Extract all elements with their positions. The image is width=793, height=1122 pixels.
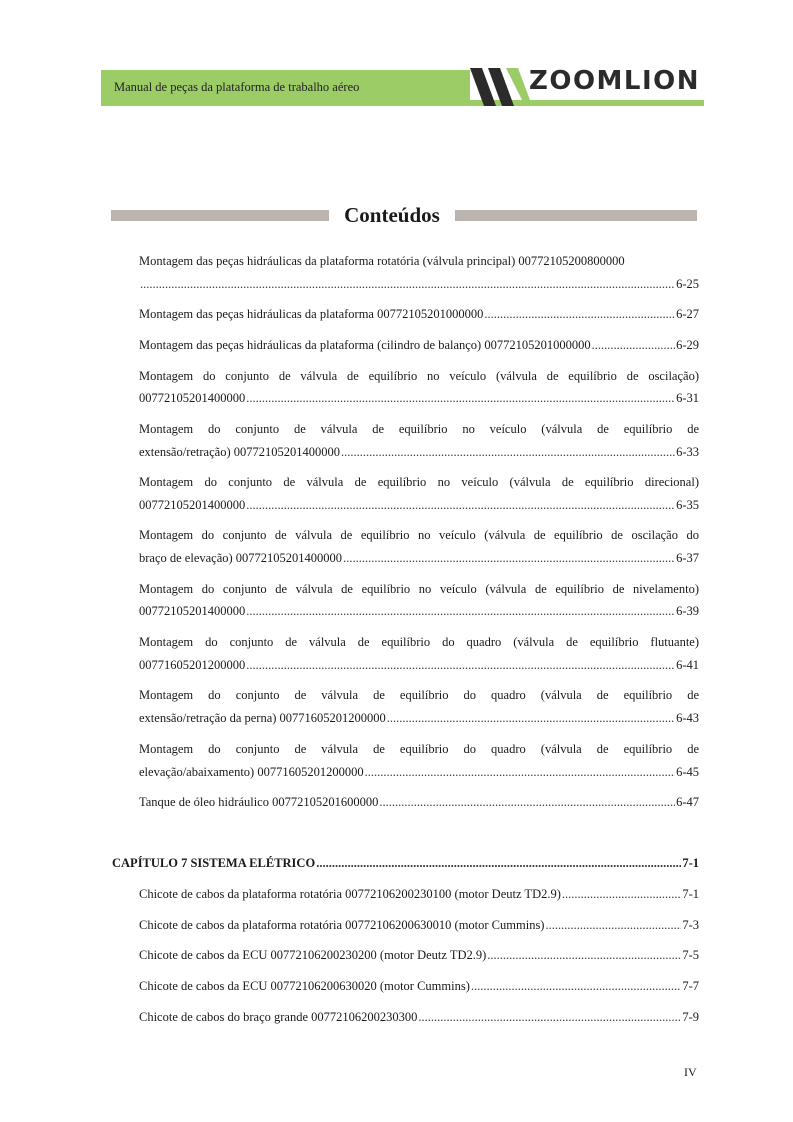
toc-entry-text: extensão/retração da perna) 00771605201200000: [139, 711, 386, 725]
toc-page-number: 6-41: [676, 658, 699, 672]
toc-page-number: 7-1: [682, 856, 699, 870]
title-rule-left: [111, 210, 329, 221]
toc-entry-line2[interactable]: [139, 391, 699, 406]
toc-page-number: 6-27: [676, 307, 699, 321]
toc-entry-line2[interactable]: [139, 711, 699, 726]
dot-leader: [487, 948, 681, 963]
toc-entry-text: Tanque de óleo hidráulico 00772105201600000: [139, 795, 379, 809]
toc-entry[interactable]: [139, 887, 699, 902]
toc-entry-text: extensão/retração) 00772105201400000: [139, 445, 340, 459]
dot-leader: [471, 979, 681, 994]
dot-leader: [365, 765, 675, 780]
toc-entry-text: Montagem das peças hidráulicas da plataforma rotatória (válvula principal) 00772105200800000: [139, 254, 625, 268]
dot-leader: [592, 338, 675, 353]
toc-page-number: 7-1: [682, 887, 699, 901]
zoomlion-logo-mark: [470, 68, 532, 108]
dot-leader: [562, 887, 681, 902]
dot-leader: [246, 604, 675, 619]
toc-entry[interactable]: [139, 948, 699, 963]
toc-entry-text: 00771605201200000: [139, 658, 246, 672]
toc-page-number: 6-33: [676, 445, 699, 459]
toc-page-number: 6-47: [676, 795, 699, 809]
toc-entry-line1[interactable]: Montagem do conjunto de válvula de equilíbrio no veículo (válvula de equilíbrio de oscilação do: [139, 528, 699, 542]
dot-leader: [343, 551, 675, 566]
brand-logo-text: ZOOMLION: [529, 66, 701, 96]
dot-leader: [545, 918, 681, 933]
toc-page-number: 6-35: [676, 498, 699, 512]
toc-entry-text: Montagem das peças hidráulicas da plataforma 00772105201000000: [139, 307, 484, 321]
toc-page-number: 6-45: [676, 765, 699, 779]
toc-entry-line2[interactable]: [139, 658, 699, 673]
toc-entry-line1[interactable]: Montagem do conjunto de válvula de equilíbrio no veículo (válvula de equilíbrio de nivelamento): [139, 582, 699, 596]
page-number: IV: [684, 1065, 697, 1079]
toc-entry-text: Chicote de cabos da ECU 00772106200630020 (motor Cummins): [139, 979, 470, 993]
dot-leader: [316, 856, 681, 871]
toc-chapter-heading[interactable]: [112, 856, 699, 871]
toc-page-number: 7-5: [682, 948, 699, 962]
title-rule-right: [455, 210, 697, 221]
toc-entry-text: elevação/abaixamento) 00771605201200000: [139, 765, 364, 779]
toc-page-number: 6-29: [676, 338, 699, 352]
toc-entry-line2[interactable]: [139, 551, 699, 566]
dot-leader: [246, 658, 675, 673]
toc-entry[interactable]: [139, 918, 699, 933]
toc-page-number: 6-43: [676, 711, 699, 725]
toc-entry[interactable]: [139, 1010, 699, 1025]
dot-leader: [387, 711, 675, 726]
toc-entry-text: Chicote de cabos da plataforma rotatória 00772106200230100 (motor Deutz TD2.9): [139, 887, 561, 901]
toc-entry-line1[interactable]: Montagem do conjunto de válvula de equilíbrio no veículo (válvula de equilíbrio de oscilação): [139, 369, 699, 383]
dot-leader: [140, 277, 675, 292]
toc-entry[interactable]: [139, 795, 699, 810]
toc-entry-text: Chicote de cabos da ECU 00772106200230200 (motor Deutz TD2.9): [139, 948, 487, 962]
dot-leader: [379, 795, 675, 810]
toc-entry-line2[interactable]: [139, 277, 699, 292]
toc-entry-line2[interactable]: [139, 604, 699, 619]
toc-entry-line2[interactable]: [139, 765, 699, 780]
toc-entry-line1[interactable]: Montagem do conjunto de válvula de equilíbrio do quadro (válvula de equilíbrio de: [139, 688, 699, 702]
toc-entry-line1[interactable]: Montagem do conjunto de válvula de equilíbrio no veículo (válvula de equilíbrio de: [139, 422, 699, 436]
toc-entry-line1[interactable]: Montagem do conjunto de válvula de equilíbrio do quadro (válvula de equilíbrio de: [139, 742, 699, 756]
toc-title: Conteúdos: [344, 203, 440, 227]
toc-page-number: 6-37: [676, 551, 699, 565]
dot-leader: [246, 391, 675, 406]
toc-entry-text: Chicote de cabos da plataforma rotatória 00772106200630010 (motor Cummins): [139, 918, 545, 932]
toc-entry-text: 00772105201400000: [139, 604, 246, 618]
toc-page-number: 7-3: [682, 918, 699, 932]
toc-page-number: 7-7: [682, 979, 699, 993]
dot-leader: [246, 498, 675, 513]
header-title: Manual de peças da plataforma de trabalho aéreo: [114, 80, 360, 94]
toc-entry-text: 00772105201400000: [139, 391, 246, 405]
toc-entry-text: Chicote de cabos do braço grande 00772106200230300: [139, 1010, 418, 1024]
toc-entry-line1[interactable]: Montagem do conjunto de válvula de equilíbrio do quadro (válvula de equilíbrio flutuante): [139, 635, 699, 649]
toc-entry-line2[interactable]: [139, 445, 699, 460]
toc-entry-text: Montagem das peças hidráulicas da plataforma (cilindro de balanço) 00772105201000000: [139, 338, 591, 352]
toc-entry[interactable]: [139, 338, 699, 353]
dot-leader: [484, 307, 675, 322]
toc-entry[interactable]: [139, 307, 699, 322]
toc-entry-text: braço de elevação) 00772105201400000: [139, 551, 343, 565]
dot-leader: [418, 1010, 681, 1025]
toc-entry-line1[interactable]: [139, 254, 699, 269]
toc-page-number: 6-25: [676, 277, 699, 291]
toc-entry-text: 00772105201400000: [139, 498, 246, 512]
toc-page-number: 6-31: [676, 391, 699, 405]
toc-entry-line2[interactable]: [139, 498, 699, 513]
toc-page-number: 7-9: [682, 1010, 699, 1024]
toc-entry[interactable]: [139, 979, 699, 994]
toc-page-number: 6-39: [676, 604, 699, 618]
dot-leader: [341, 445, 675, 460]
chapter-title: CAPÍTULO 7 SISTEMA ELÉTRICO: [112, 856, 316, 870]
toc-entry-line1[interactable]: Montagem do conjunto de válvula de equilíbrio no veículo (válvula de equilíbrio direcional): [139, 475, 699, 489]
